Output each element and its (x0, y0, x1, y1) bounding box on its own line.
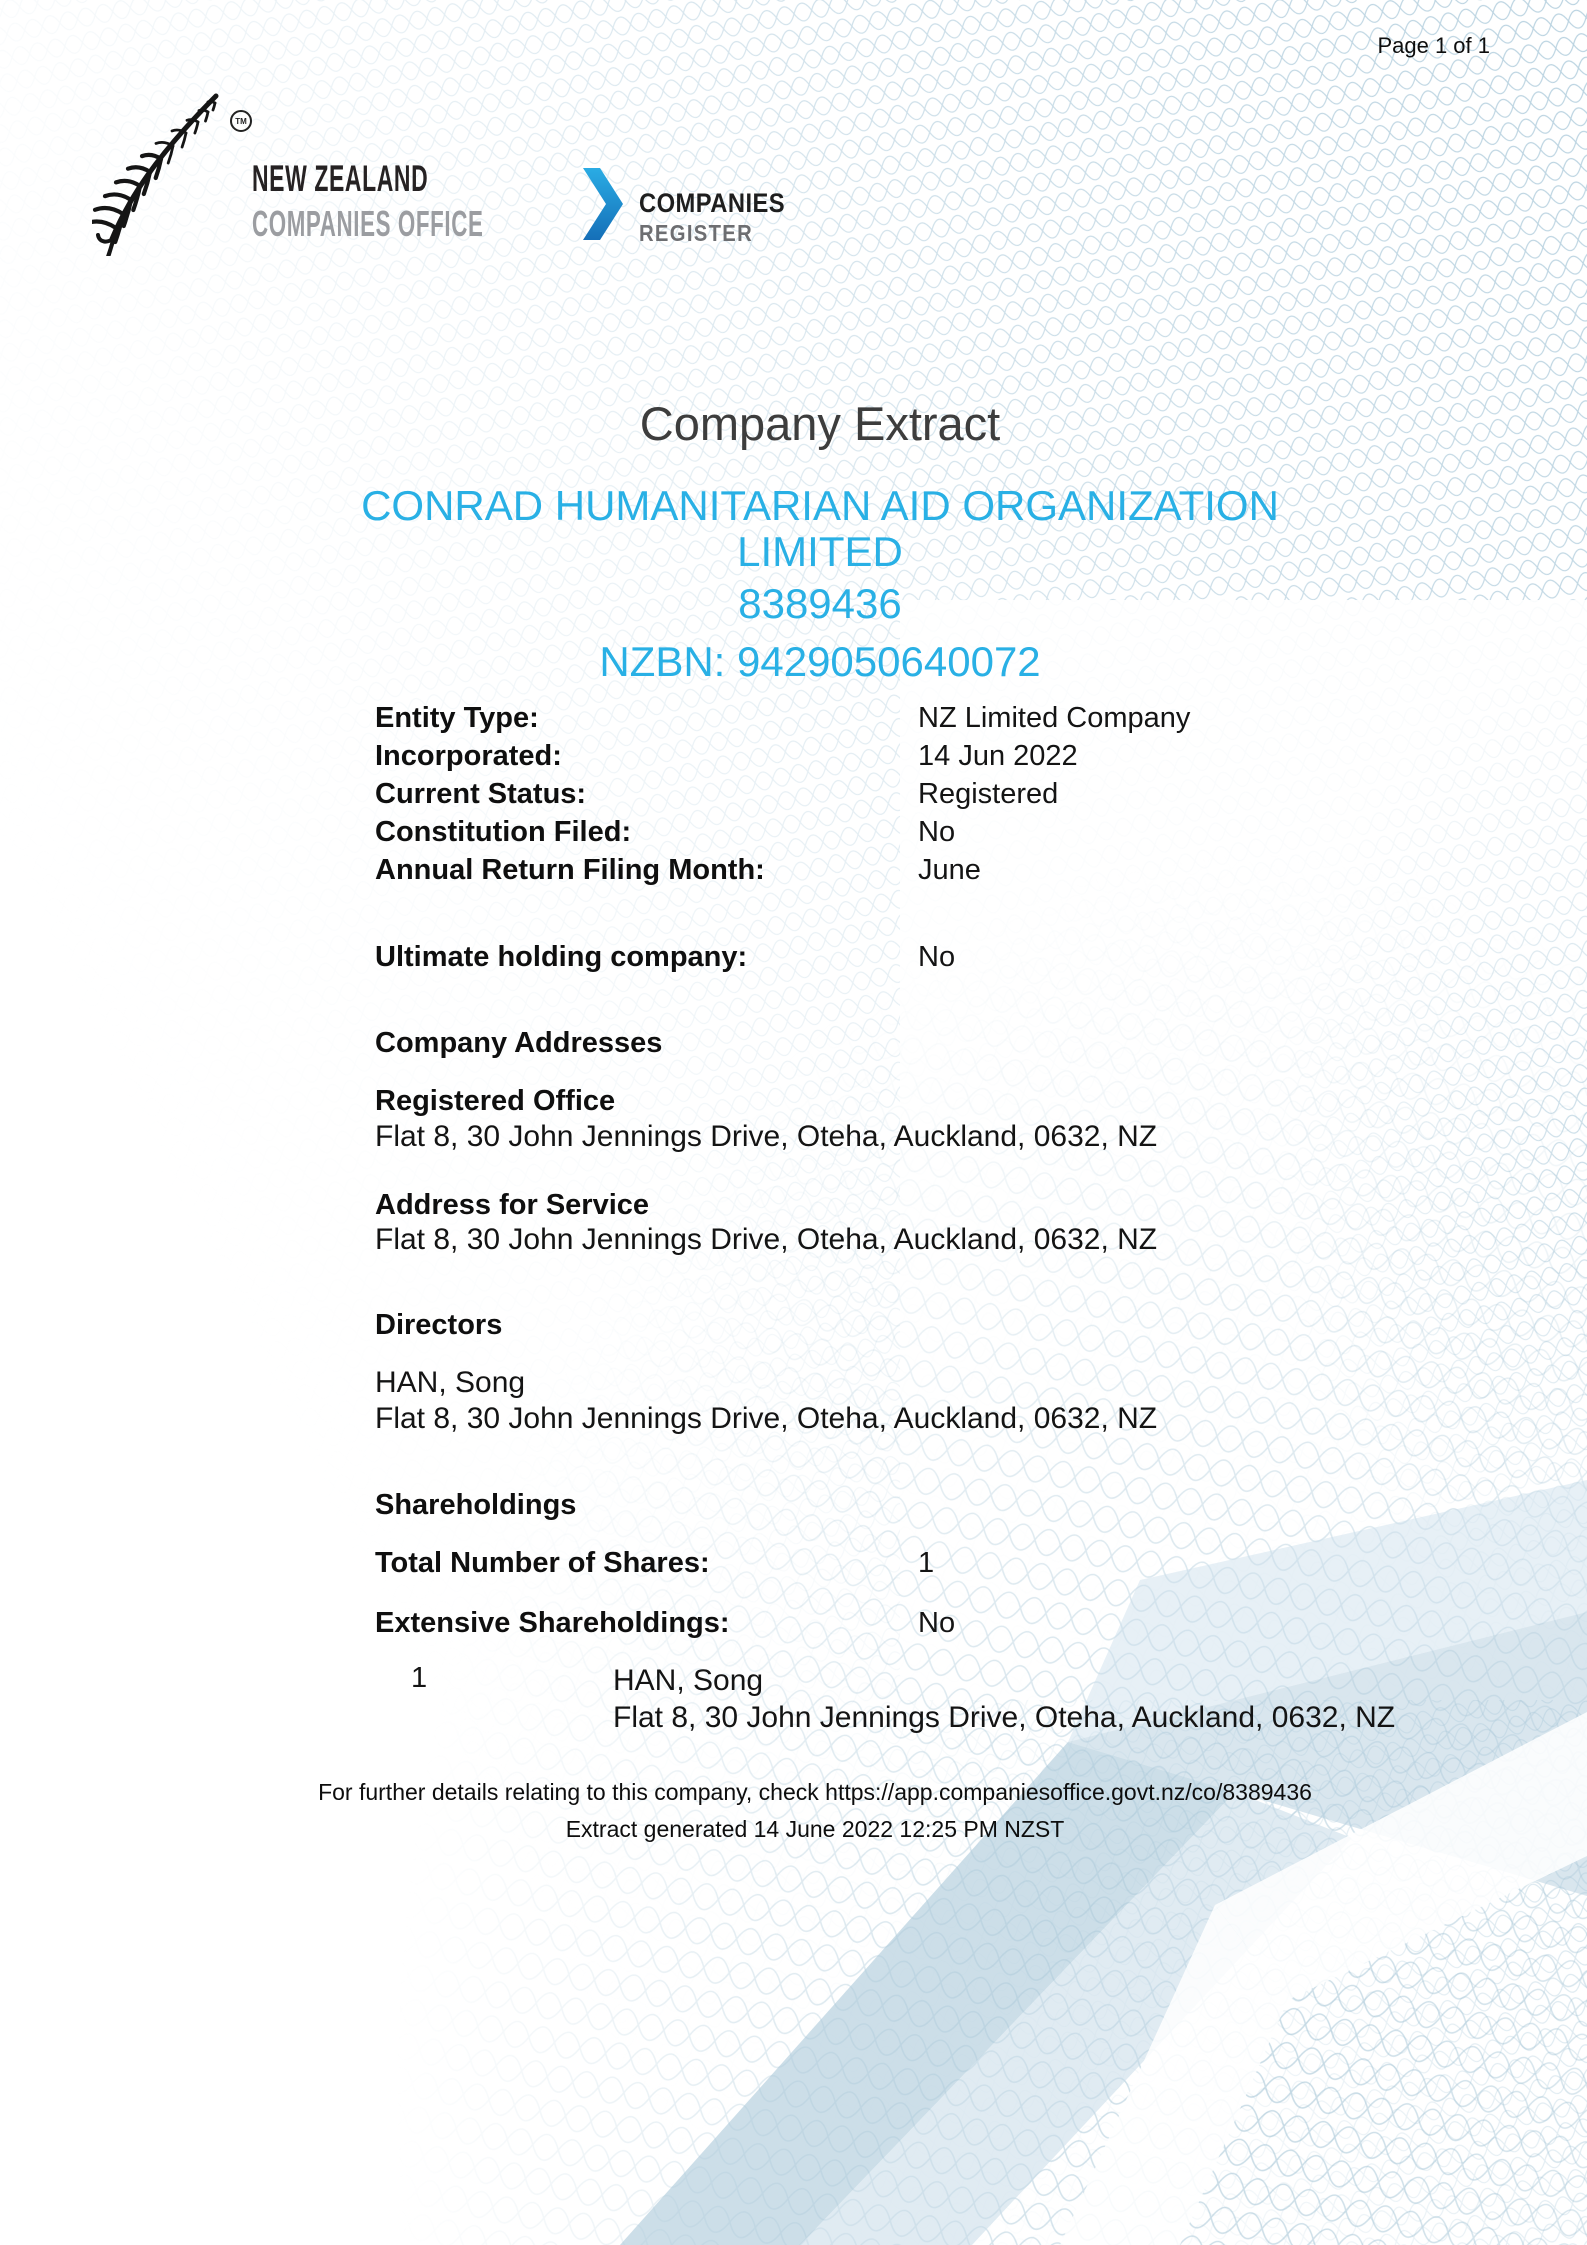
logo-brand-name: NEW ZEALAND (252, 158, 429, 199)
logo-brand-sub: COMPANIES OFFICE (252, 203, 484, 244)
registered-office-heading: Registered Office (375, 1085, 616, 1117)
table-row (375, 778, 1425, 816)
nzbn-number: NZBN: 9429050640072 (599, 638, 1041, 685)
director-address: Flat 8, 30 John Jennings Drive, Oteha, Auckland, 0632, NZ (375, 1402, 1158, 1435)
total-shares-row (375, 1547, 1475, 1580)
current-status-label: Current Status: (375, 778, 587, 810)
shareholder-share-count: 1 (411, 1662, 428, 1694)
table-row (375, 816, 1425, 854)
shareholdings-heading: Shareholdings (375, 1489, 577, 1521)
company-number: 8389436 (738, 580, 902, 627)
table-row (375, 740, 1425, 778)
shareholder-details (613, 1662, 1395, 1736)
annual-return-value: June (918, 854, 981, 886)
directors-heading: Directors (375, 1309, 503, 1341)
register-sublabel: REGISTER (639, 220, 754, 246)
table-row (375, 854, 1425, 892)
page-indicator: Page 1 of 1 (1377, 33, 1490, 58)
silver-fern-icon (92, 76, 242, 256)
company-name-line2: LIMITED (737, 528, 903, 575)
total-shares-label: Total Number of Shares: (375, 1547, 710, 1579)
shareholder-address: Flat 8, 30 John Jennings Drive, Oteha, Auckland, 0632, NZ (613, 1701, 1396, 1734)
address-for-service-address: Flat 8, 30 John Jennings Drive, Oteha, Auckland, 0632, NZ (375, 1223, 1158, 1256)
shareholder-name: HAN, Song (613, 1664, 764, 1697)
incorporated-label: Incorporated: (375, 740, 562, 772)
total-shares-value: 1 (918, 1547, 935, 1579)
incorporated-value: 14 Jun 2022 (918, 740, 1078, 772)
extensive-shareholdings-label: Extensive Shareholdings: (375, 1607, 730, 1639)
annual-return-label: Annual Return Filing Month: (375, 854, 765, 886)
address-for-service-heading: Address for Service (375, 1189, 650, 1221)
register-chevron-icon (583, 168, 623, 240)
further-details-line: For further details relating to this company, check https://app.companiesoffice.govt.nz/co/8389436 (318, 1779, 1312, 1805)
shareholder-row (375, 1662, 1525, 1736)
register-label: COMPANIES (639, 188, 786, 218)
director-name: HAN, Song (375, 1366, 526, 1399)
ultimate-holding-value: No (918, 941, 956, 973)
company-name-line1: CONRAD HUMANITARIAN AID ORGANIZATION (361, 482, 1279, 529)
page-title: Company Extract (639, 397, 1001, 450)
registered-office-address: Flat 8, 30 John Jennings Drive, Oteha, Auckland, 0632, NZ (375, 1120, 1158, 1153)
trademark-icon: TM (230, 110, 252, 132)
ultimate-holding-row (375, 941, 1475, 974)
extensive-shareholdings-row (375, 1607, 1475, 1640)
company-addresses-heading: Company Addresses (375, 1027, 663, 1059)
entity-type-value: NZ Limited Company (918, 702, 1191, 734)
table-row (375, 702, 1425, 740)
constitution-filed-label: Constitution Filed: (375, 816, 632, 848)
constitution-filed-value: No (918, 816, 956, 848)
ultimate-holding-label: Ultimate holding company: (375, 941, 748, 973)
current-status-value: Registered (918, 778, 1059, 810)
company-details-table (375, 702, 1425, 892)
extract-generated-line: Extract generated 14 June 2022 12:25 PM NZST (565, 1816, 1065, 1842)
extensive-shareholdings-value: No (918, 1607, 956, 1639)
entity-type-label: Entity Type: (375, 702, 539, 734)
document-footer (130, 1774, 1500, 1848)
